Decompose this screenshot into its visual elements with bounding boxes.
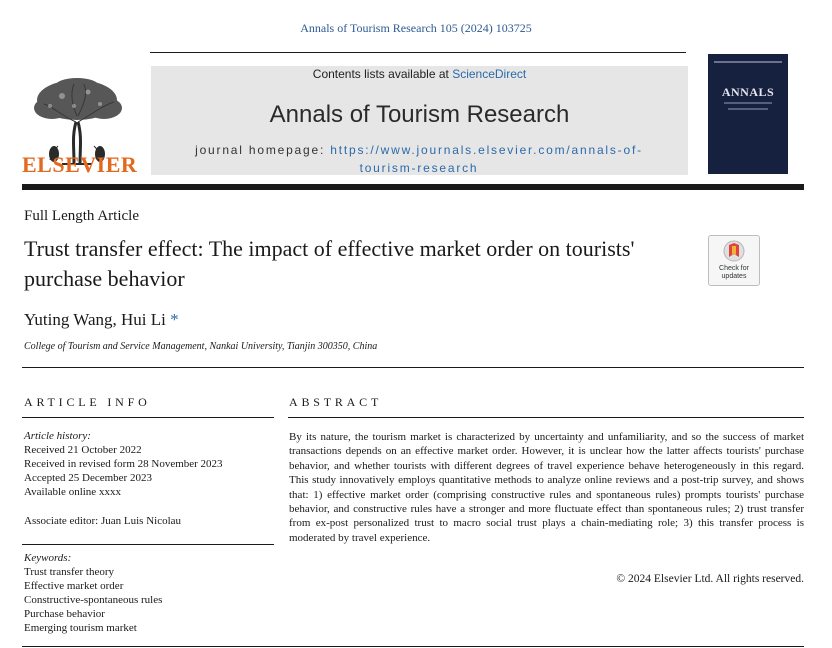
keyword-item: Emerging tourism market — [24, 622, 137, 634]
keyword-item: Purchase behavior — [24, 608, 105, 620]
journal-homepage — [170, 141, 668, 177]
online-date: Available online xxxx — [24, 486, 121, 498]
keywords-label: Keywords: — [24, 552, 72, 564]
check-for-updates-button[interactable] — [708, 235, 760, 286]
accepted-date: Accepted 25 December 2023 — [24, 472, 152, 484]
elsevier-wordmark: ELSEVIER — [22, 152, 138, 177]
journal-title: Annals of Tourism Research — [269, 101, 570, 128]
corresponding-author-mark[interactable]: * — [170, 310, 179, 329]
journal-citation[interactable]: Annals of Tourism Research 105 (2024) 103725 — [300, 21, 532, 35]
keywords-rule — [22, 544, 274, 545]
keyword-item: Constructive-spontaneous rules — [24, 594, 163, 606]
copyright-notice: © 2024 Elsevier Ltd. All rights reserved. — [616, 573, 804, 585]
header-divider — [150, 52, 686, 53]
affiliation: College of Tourism and Service Management, Nankai University, Tianjin 300350, China — [24, 341, 378, 352]
homepage-link[interactable]: https://www.journals.elsevier.com/annals-of-tourism-research — [330, 143, 643, 175]
history-label: Article history: — [24, 430, 91, 442]
cover-decoration — [724, 102, 772, 104]
bottom-rule — [22, 646, 804, 647]
article-title: Trust transfer effect: The impact of effective market order on tourists' purchase behavior — [24, 236, 635, 291]
cover-decoration — [714, 61, 782, 63]
contents-availability — [151, 67, 688, 81]
received-date: Received 21 October 2022 — [24, 444, 142, 456]
journal-cover[interactable] — [708, 54, 788, 174]
header-thick-rule — [22, 184, 804, 190]
keyword-item: Effective market order — [24, 580, 124, 592]
revised-date: Received in revised form 28 November 2023 — [24, 458, 223, 470]
cover-decoration — [728, 108, 768, 110]
abstract-text: By its nature, the tourism market is characterized by uncertainty and unfamiliarity, and so the success of market transactions depends on an effective market order. However, it is unclear how the latter affects tourists' purchase behavior, and whether tourists with different degrees of travel experience behave heterogeneously in this regard. This study innovatively employs quantitative methods to analyze online reviews and a post-trip survey, and shows that: 1) effective market order (comprising constructive rules and spontaneous rules) prompts tourists' purchase behavior, and constructive rules have a stronger and more fluctuate effect than spontaneous rules; 2) trust transfer from ex-post personalized trust to macro social trust plays a chain-mediating role; 3) this transfer process is moderated by travel experience. — [289, 431, 804, 544]
keyword-item: Trust transfer theory — [24, 566, 115, 578]
abstract-heading: ABSTRACT — [289, 395, 383, 409]
associate-editor: Associate editor: Juan Luis Nicolau — [24, 515, 182, 527]
article-type: Full Length Article — [24, 208, 139, 224]
homepage-prefix: journal homepage: — [195, 143, 331, 157]
article-info-heading: ARTICLE INFO — [24, 395, 151, 409]
article-info-rule — [22, 417, 274, 418]
contents-prefix: Contents lists available at — [312, 67, 453, 81]
bookmark-icon — [723, 240, 745, 264]
author-names[interactable]: Yuting Wang, Hui Li — [24, 310, 166, 329]
authors — [24, 310, 179, 330]
section-divider — [22, 367, 804, 368]
cover-title: ANNALS — [721, 85, 775, 99]
check-for-updates-label: Check for updates — [719, 265, 749, 280]
abstract-rule — [288, 417, 804, 418]
sciencedirect-link[interactable]: ScienceDirect — [452, 67, 527, 81]
